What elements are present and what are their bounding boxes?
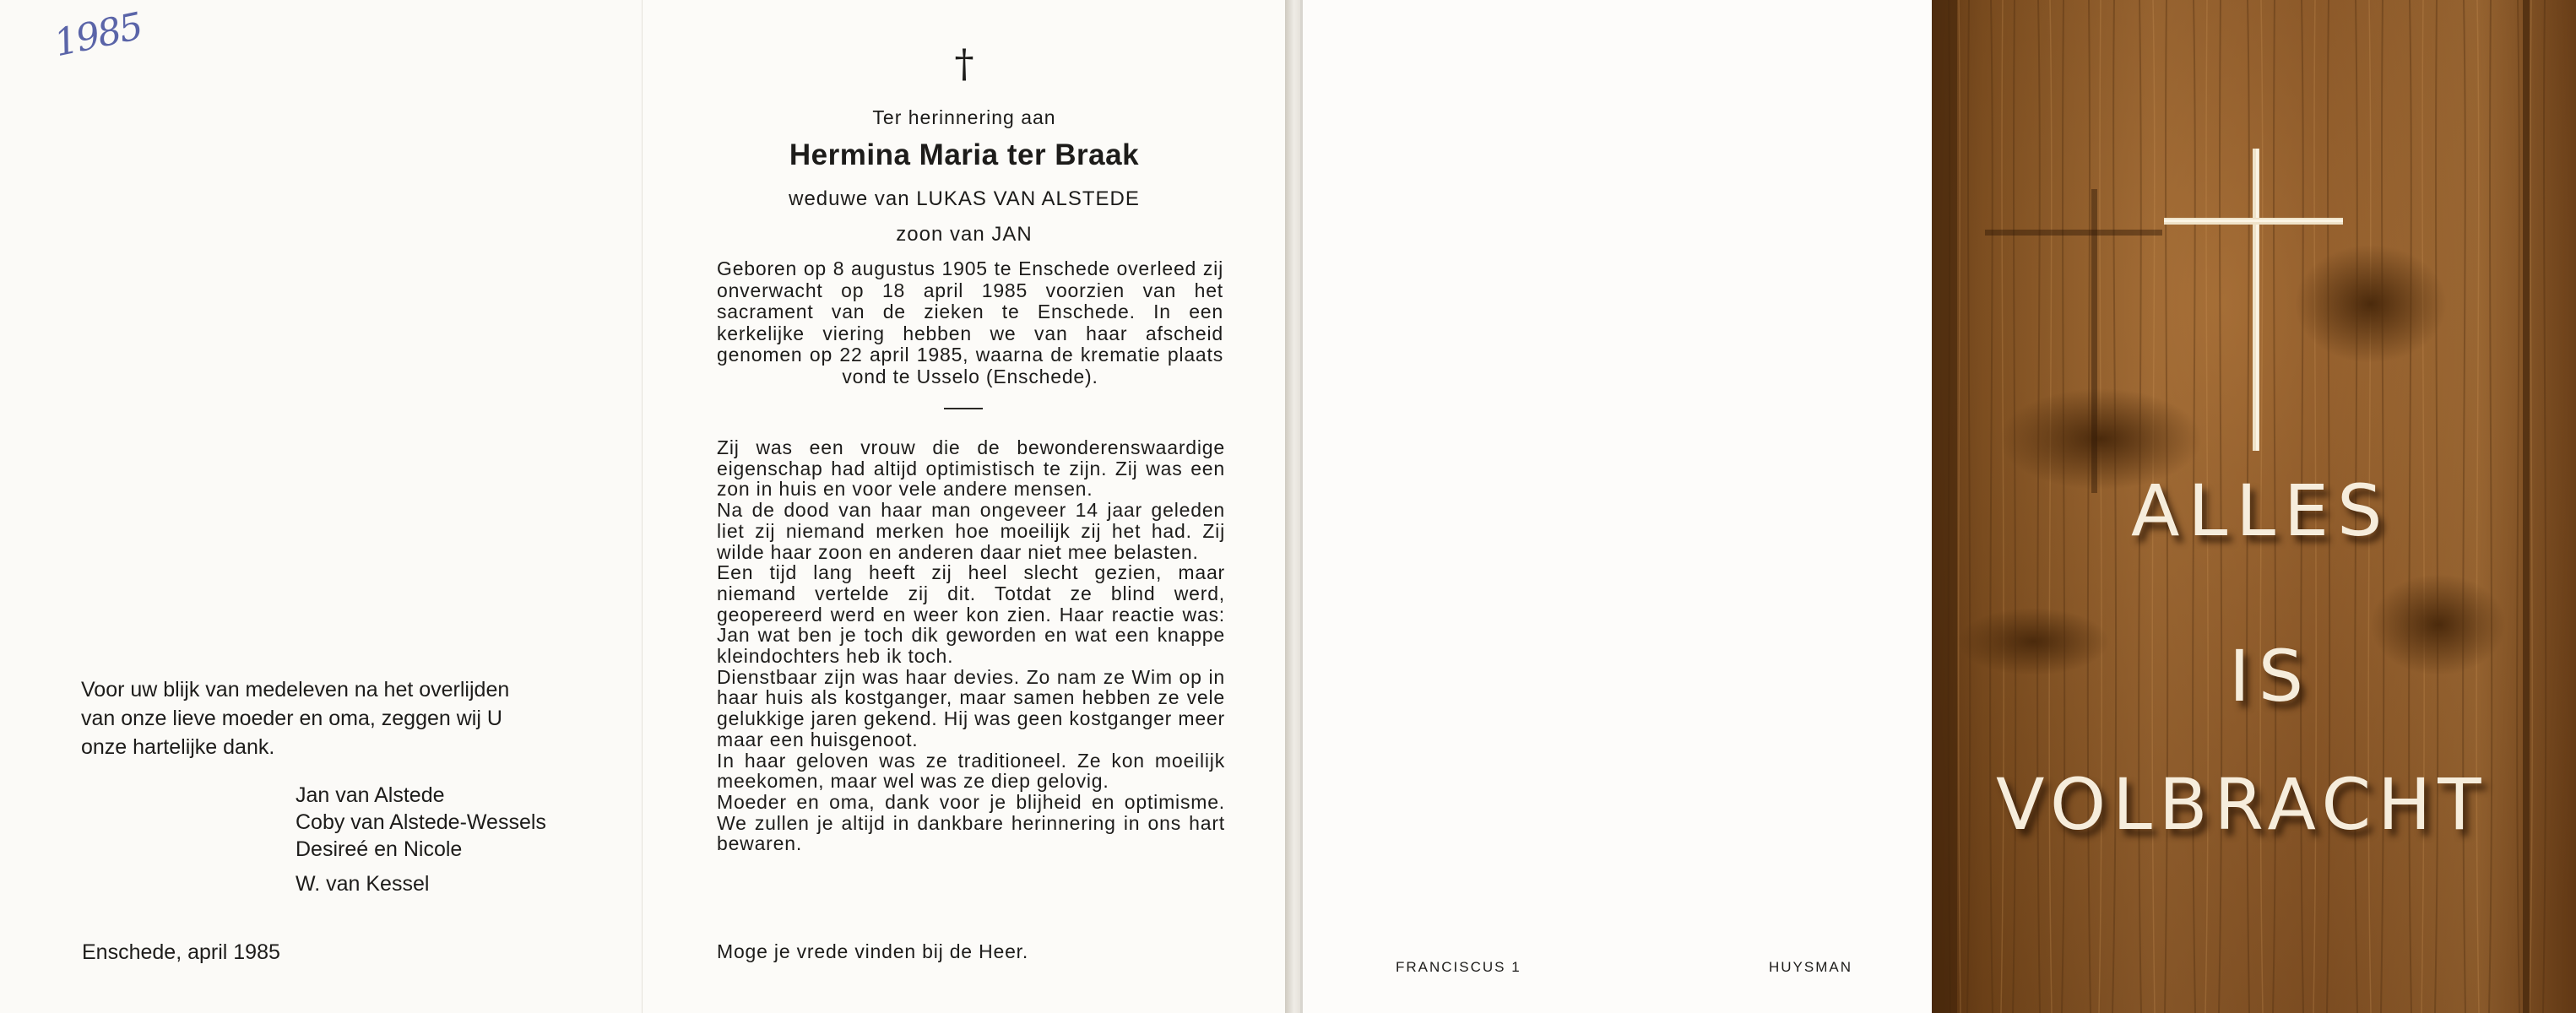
in-memory-heading: Ter herinnering aan bbox=[872, 106, 1056, 128]
memorial-paragraph: In haar geloven was ze traditioneel. Ze kon moeilijk meekomen, maar wel was ze diep gelovig. bbox=[717, 749, 1225, 793]
thanks-line: van onze lieve moeder en oma, zeggen wij U bbox=[81, 707, 502, 730]
thanks-line: Voor uw blijk van medeleven na het overlijden bbox=[81, 678, 510, 702]
thanks-line: onze hartelijke dank. bbox=[81, 735, 275, 759]
memorial-paragraph: Na de dood van haar man ongeveer 14 jaar geleden liet zij niemand merken hoe moeilijk zij het had. Zij wilde haar zoon en anderen daar niet mee belasten. bbox=[717, 499, 1225, 563]
deceased-name: Hermina Maria ter Braak bbox=[789, 138, 1140, 171]
biography: Geboren op 8 augustus 1905 te Enschede overleed zij onverwacht op 18 april 1985 voorzien van het sacrament van de zieken te Enschede. In een kerkelijke viering hebben we van haar afscheid genomen op 22 april 1985, waarna de krematie plaats vond te Usselo (Enschede). bbox=[717, 257, 1223, 387]
cover-word: IS bbox=[2229, 635, 2313, 718]
memorial-text-panel bbox=[642, 0, 1285, 1013]
signature: W. van Kessel bbox=[296, 872, 430, 896]
card-fold bbox=[1285, 0, 1300, 1013]
signature: Coby van Alstede-Wessels bbox=[296, 810, 546, 834]
thanks-message bbox=[81, 675, 621, 761]
farewell-line: Moge je vrede vinden bij de Heer. bbox=[717, 940, 1029, 962]
handwritten-year-note: 1985 bbox=[50, 4, 146, 66]
back-panel bbox=[1300, 0, 1932, 1013]
cover-word: ALLES bbox=[2131, 469, 2391, 552]
imprint-publisher: HUYSMAN bbox=[1769, 959, 1853, 975]
left-panel bbox=[0, 0, 642, 1013]
memorial-paragraph: Moeder en oma, dank voor je blijheid en optimisme. We zullen je altijd in dankbare herinnering in ons hart bewaren. bbox=[717, 790, 1225, 855]
separator-line bbox=[944, 408, 983, 409]
cross-icon: † bbox=[954, 41, 974, 86]
memorial-paragraph: Dienstbaar zijn was haar devies. Zo nam ze Wim op in haar huis als kostganger, maar samen hebben ze vele gelukkige jaren gekend. Hij was geen kostganger meer maar een huisgenoot. bbox=[717, 665, 1225, 750]
signature: Jan van Alstede bbox=[296, 783, 445, 807]
son-of-line: zoon van JAN bbox=[896, 223, 1033, 246]
place-date: Enschede, april 1985 bbox=[82, 940, 280, 964]
cover-panel bbox=[1932, 0, 2576, 1013]
signatures bbox=[296, 782, 546, 897]
imprint-series: FRANCISCUS 1 bbox=[1396, 959, 1521, 975]
signature: Desireé en Nicole bbox=[296, 837, 463, 861]
cover-word: VOLBRACHT bbox=[1996, 763, 2488, 846]
widow-of-line: weduwe van LUKAS VAN ALSTEDE bbox=[789, 187, 1140, 210]
memorial-text bbox=[717, 437, 1225, 854]
memorial-paragraph: Een tijd lang heeft zij heel slecht gezien, maar niemand vertelde zij dit. Totdat ze blind werd, geopereerd werd en weer kon zien. Haar reactie was: Jan wat ben je toch dik geworden en wat een knappe kleindochters heb ik toch. bbox=[717, 561, 1225, 668]
memorial-paragraph: Zij was een vrouw die de bewonderenswaardige eigenschap had altijd optimistisch te zijn. Zij was een zon in huis en voor vele andere mensen. bbox=[717, 436, 1225, 501]
